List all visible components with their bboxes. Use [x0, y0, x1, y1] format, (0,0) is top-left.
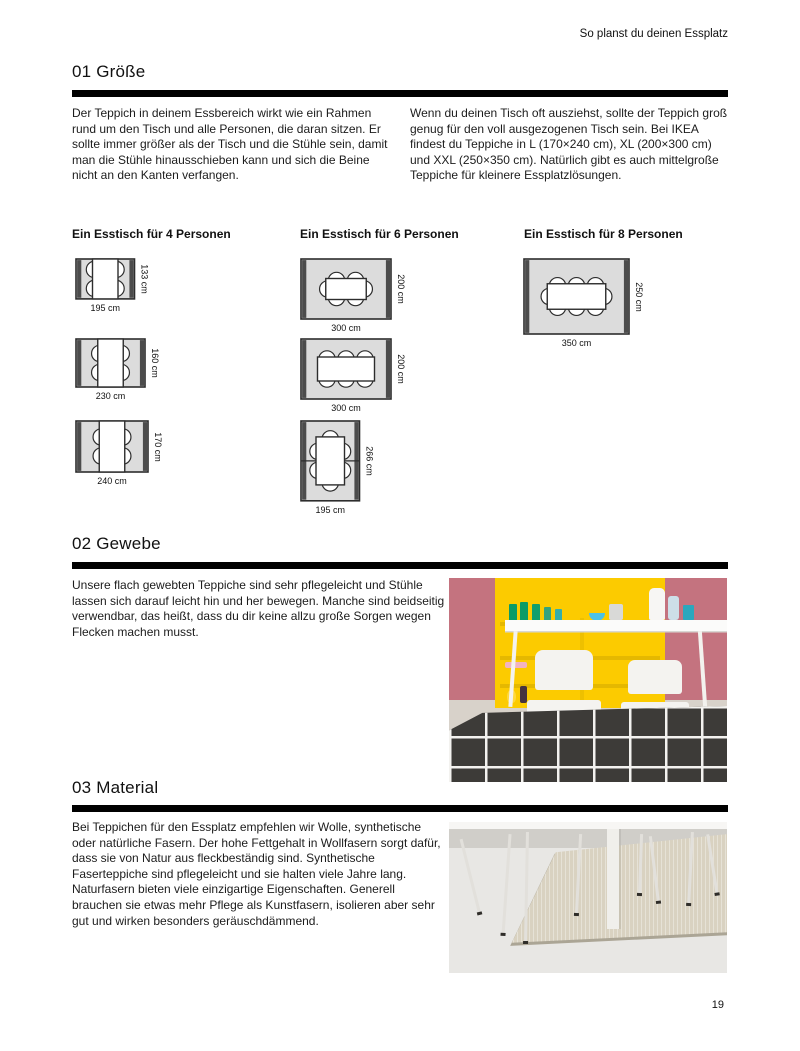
tabletop-edge [449, 822, 727, 829]
rug-diagram-svg [523, 258, 630, 335]
rug-diagram [75, 258, 150, 313]
section-rule [72, 90, 728, 97]
rug-diagram-svg [75, 338, 146, 388]
black-grid-rug [449, 706, 727, 782]
rug-width-label: 195 cm [315, 504, 345, 515]
rug-height-label: 200 cm [396, 274, 406, 304]
rug-fringe-left [302, 340, 306, 398]
dark-vase [520, 686, 527, 703]
rug-fringe-right [129, 260, 133, 298]
rug-fringe-left [525, 260, 529, 333]
section-rule [72, 562, 728, 569]
leg-foot [523, 941, 528, 944]
dining-table [99, 421, 125, 472]
rug-height-label: 266 cm [364, 446, 375, 476]
leg-foot [637, 893, 642, 896]
rug-fringe-left [77, 340, 81, 386]
gray-cup [609, 604, 623, 620]
rug-diagram-svg [300, 338, 392, 400]
section-title-material: 03 Material [72, 778, 159, 797]
rug-fringe-right [386, 340, 390, 398]
rug-diagram-svg [75, 258, 136, 300]
dining-table [318, 357, 375, 381]
rug-diagram [523, 258, 644, 348]
intro-paragraph-right: Wenn du deinen Tisch oft ausziehst, sollte der Teppich groß genug für den voll ausgezogenen Tisch sein. Bei IKEA findest du Teppiche in L (170×240 cm), XL (200×300 cm) und XXL (250×350 cm). Natürlich gibt es auch mittelgroße Teppiche für kleinere Essplatzlösungen. [410, 106, 728, 183]
pale-blue-vase [668, 596, 679, 620]
section-rule [72, 805, 728, 812]
rug-fringe-left [77, 422, 81, 471]
rug-height-label: 160 cm [150, 348, 160, 378]
rug-height-label: 200 cm [396, 354, 406, 384]
rug-width-label: 195 cm [90, 302, 120, 313]
rug-diagram-area [72, 255, 728, 530]
chair-back [535, 650, 593, 690]
rug-width-label: 300 cm [331, 323, 361, 333]
rug-width-label: 240 cm [97, 476, 127, 486]
dining-table [326, 279, 367, 300]
pink-cloth [505, 662, 527, 668]
leg-foot [656, 900, 661, 904]
rug-diagram [300, 258, 406, 333]
rug-fringe-right [624, 260, 628, 333]
running-header: So planst du deinen Essplatz [579, 28, 728, 40]
leg-foot [500, 933, 505, 936]
rug-height-label: 170 cm [153, 431, 163, 462]
section-title-weave: 02 Gewebe [72, 534, 161, 553]
leg-foot [574, 913, 579, 916]
dining-room-photo [449, 578, 727, 782]
diagram-column-title-8-persons: Ein Esstisch für 8 Personen [524, 227, 683, 241]
rug-fringe-left [302, 260, 306, 318]
dining-table [547, 284, 606, 310]
rug-fringe-right [143, 422, 147, 471]
rug-height-label: 133 cm [139, 264, 150, 294]
rug-diagram-svg [300, 258, 392, 320]
dining-table [316, 437, 345, 485]
rug-fringe-right [386, 260, 390, 318]
chair-back [628, 660, 682, 694]
rug-diagram [75, 420, 163, 486]
green-glass [520, 602, 528, 622]
rug-width-label: 230 cm [95, 391, 126, 401]
rug-fringe-right [140, 340, 144, 386]
chair-leg [460, 839, 482, 915]
rug-diagram-svg [75, 420, 149, 473]
diagram-column-title-6-persons: Ein Esstisch für 6 Personen [300, 227, 459, 241]
dining-table [93, 259, 119, 299]
material-paragraph: Bei Teppichen für den Essplatz empfehlen wir Wolle, synthetische oder natürliche Fasern. Der hohe Fettgehalt in Wollfasern sorgt dafür, dass sie von Natur aus fleckbeständig sind. Synthetische Faserteppiche sind pflegeleicht und sie halten viele Jahre lang. Naturfasern bieten viele einzigartige Eigenschaften. Generell brauchen sie etwas mehr Pflege als Kunstfasern, isolieren aber sehr gut und wirken besonders geräuschdämmend. [72, 820, 441, 928]
intro-paragraph-left: Der Teppich in deinem Essbereich wirkt wie ein Rahmen rund um den Tisch und alle Personen, die daran sitzen. Er sollte immer größer als der Tisch und die Stühle sein, damit man die Stühle hinausschieben kann und sich die Beine nicht an den Kanten verfangen. [72, 106, 388, 183]
rug-width-label: 300 cm [331, 403, 361, 413]
weave-paragraph: Unsere flach gewebten Teppiche sind sehr pflegeleicht und Stühle lassen sich darauf leicht hin und her bewegen. Manche sind beidseitig verwendbar, das heißt, dass du dir keine allzu große Sorgen wegen Flecken machen musst. [72, 578, 445, 639]
rug-fringe-left [77, 260, 81, 298]
rug-height-label: 250 cm [634, 281, 644, 312]
rug-diagram [75, 338, 160, 401]
section-title-size: 01 Größe [72, 62, 146, 81]
chair-leg [501, 834, 511, 936]
page-number: 19 [711, 999, 724, 1011]
dining-table-top [505, 620, 727, 631]
leg-foot [686, 903, 691, 906]
table-leg [607, 829, 619, 929]
rug-width-label: 350 cm [561, 338, 592, 348]
diagram-column-title-4-persons: Ein Esstisch für 4 Personen [72, 227, 231, 241]
dining-table [98, 339, 124, 387]
rug-diagram-svg [300, 420, 361, 502]
rug-diagram [300, 338, 406, 413]
rug-closeup-photo [449, 822, 727, 973]
white-vase [649, 588, 665, 620]
teal-tumbler [683, 605, 694, 620]
rug-diagram [300, 420, 375, 515]
leg-foot [477, 911, 483, 915]
